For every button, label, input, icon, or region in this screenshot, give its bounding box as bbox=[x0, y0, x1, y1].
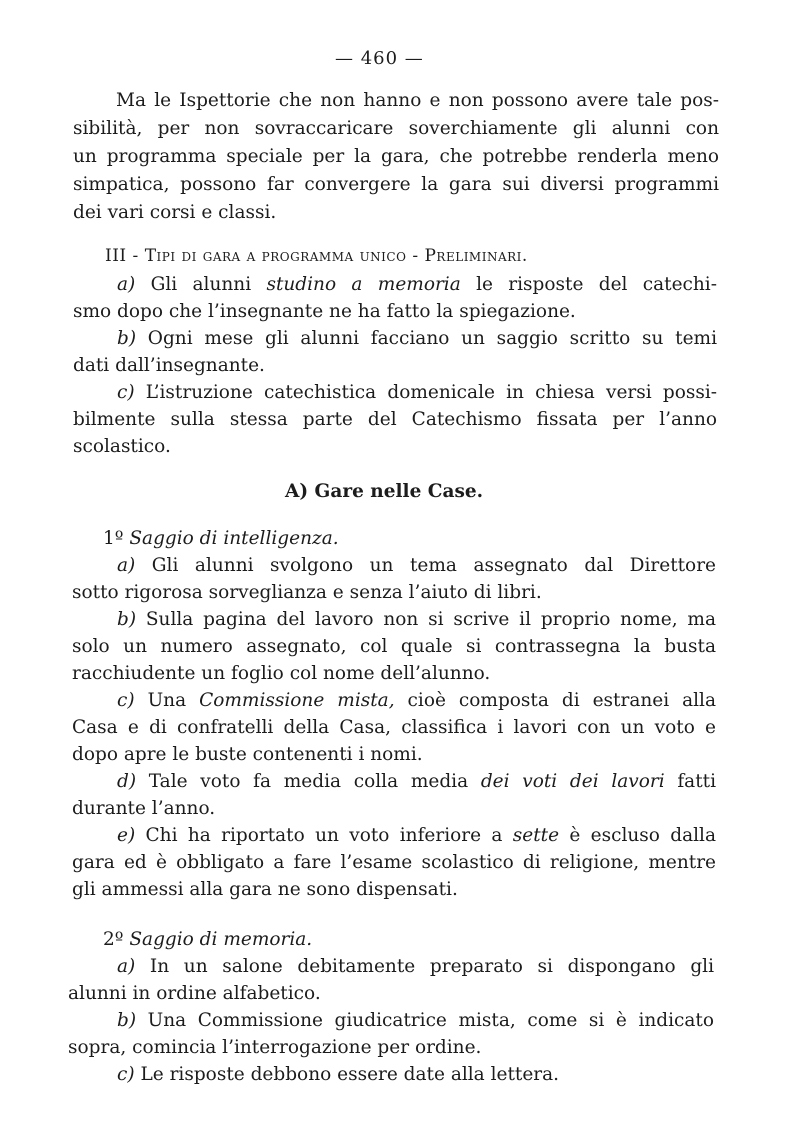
text-line: gara ed è obbligato a fare l’esame scolastico di religione, mentre bbox=[72, 852, 716, 873]
item-b-line: b) Una Commissione giudicatrice mista, come si è indicato bbox=[117, 1010, 714, 1031]
item-marker: d) bbox=[117, 771, 137, 792]
text-line: racchiudente un foglio col nome dell’alunno. bbox=[72, 663, 491, 684]
section-heading: III - Tipi di gara a programma unico - Preliminari. bbox=[105, 246, 528, 266]
text-line: sotto rigorosa sorveglianza e senza l’aiuto di libri. bbox=[72, 582, 542, 603]
text-line: bilmente sulla stessa parte del Catechismo fissata per l’anno bbox=[73, 409, 717, 430]
text-line: Ma le Ispettorie che non hanno e non possono avere tale pos- bbox=[116, 90, 719, 111]
emphasis: studino a memoria bbox=[266, 274, 461, 295]
item-c-line: c) Le risposte debbono essere date alla lettera. bbox=[117, 1064, 560, 1085]
text-line: Casa e di confratelli della Casa, classifica i lavori con un voto e bbox=[72, 717, 716, 738]
text-line: dopo apre le buste contenenti i nomi. bbox=[72, 744, 423, 765]
item-e-line: e) Chi ha riportato un voto inferiore a sette è escluso dalla bbox=[117, 825, 716, 846]
item-marker: c) bbox=[117, 690, 135, 711]
text-line: simpatica, possono far convergere la gara sui diversi programmi bbox=[73, 174, 719, 195]
item-c-line: c) Una Commissione mista, cioè composta di estranei alla bbox=[117, 690, 716, 711]
text-line: sopra, comincia l’interrogazione per ordine. bbox=[68, 1037, 482, 1058]
item-b-line: b) Sulla pagina del lavoro non si scrive il proprio nome, ma bbox=[117, 609, 716, 630]
subsection-title: 1º Saggio di intelligenza. bbox=[103, 528, 339, 549]
text-line: smo dopo che l’insegnante ne ha fatto la spiegazione. bbox=[73, 301, 576, 322]
text-line: sibilità, per non sovraccaricare soverchiamente gli alunni con bbox=[73, 118, 719, 139]
section-heading: A) Gare nelle Case. bbox=[285, 481, 484, 502]
item-marker: c) bbox=[117, 382, 135, 403]
item-a-line: a) In un salone debitamente preparato si dispongano gli bbox=[117, 956, 714, 977]
subsection-title: 2º Saggio di memoria. bbox=[103, 929, 313, 950]
item-marker: a) bbox=[117, 555, 136, 576]
item-marker: b) bbox=[117, 609, 137, 630]
item-d-line: d) Tale voto fa media colla media dei voti dei lavori fatti bbox=[117, 771, 717, 792]
item-b-line: b) Ogni mese gli alunni facciano un saggio scritto su temi bbox=[117, 328, 717, 349]
emphasis: dei voti dei lavori bbox=[480, 771, 665, 792]
page-number: — 460 — bbox=[335, 48, 424, 69]
item-a-line: a) Gli alunni studino a memoria le risposte del catechi- bbox=[117, 274, 717, 295]
text-line: dei vari corsi e classi. bbox=[73, 202, 277, 223]
item-marker: a) bbox=[117, 274, 136, 295]
item-marker: a) bbox=[117, 956, 136, 977]
emphasis: Commissione mista, bbox=[199, 690, 395, 711]
text-line: alunni in ordine alfabetico. bbox=[68, 983, 321, 1004]
item-marker: c) bbox=[117, 1064, 135, 1085]
text-line: scolastico. bbox=[73, 436, 171, 457]
item-marker: e) bbox=[117, 825, 136, 846]
item-marker: b) bbox=[117, 1010, 137, 1031]
text-line: solo un numero assegnato, col quale si contrassegna la busta bbox=[72, 636, 716, 657]
text-line: un programma speciale per la gara, che potrebbe renderla meno bbox=[73, 146, 719, 167]
item-c-line: c) L’istruzione catechistica domenicale in chiesa versi possi- bbox=[117, 382, 717, 403]
item-a-line: a) Gli alunni svolgono un tema assegnato dal Direttore bbox=[117, 555, 716, 576]
item-marker: b) bbox=[117, 328, 137, 349]
text-line: durante l’anno. bbox=[72, 798, 216, 819]
text-line: dati dall’insegnante. bbox=[73, 355, 265, 376]
emphasis: sette bbox=[512, 825, 560, 846]
text-line: gli ammessi alla gara ne sono dispensati. bbox=[72, 879, 458, 900]
